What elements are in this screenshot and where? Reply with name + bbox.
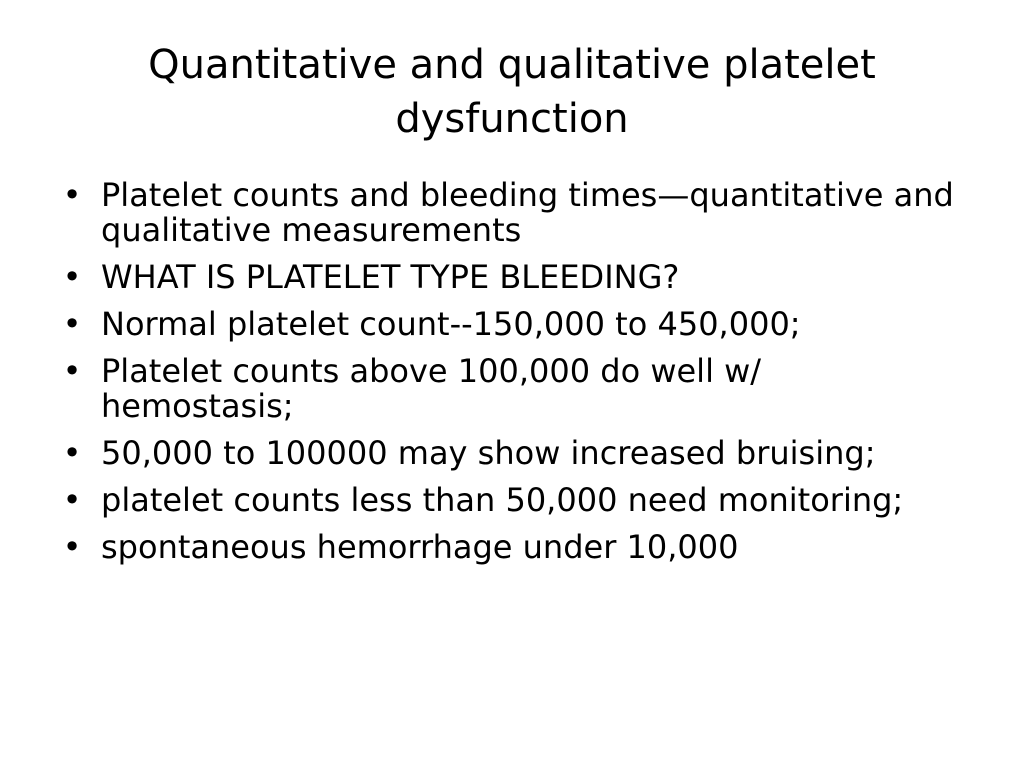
bullet-icon: •: [62, 176, 82, 214]
bullet-text: Normal platelet count--150,000 to 450,000;: [101, 305, 801, 343]
bullet-item: [58, 354, 958, 424]
bullet-icon: •: [62, 258, 82, 296]
bullet-text: spontaneous hemorrhage under 10,000: [101, 528, 739, 566]
bullet-text: Platelet counts above 100,000 do well w/ hemostasis;: [101, 352, 762, 425]
bullet-item: [58, 307, 958, 342]
bullet-text: platelet counts less than 50,000 need monitoring;: [101, 481, 904, 519]
bullet-item: [58, 260, 958, 295]
bullet-icon: •: [62, 352, 82, 390]
bullet-icon: •: [62, 481, 82, 519]
slide-title: Quantitative and qualitative platelet dysfunction: [148, 42, 876, 142]
bullet-item: [58, 436, 958, 471]
bullet-icon: •: [62, 528, 82, 566]
bullet-icon: •: [62, 434, 82, 472]
bullet-text: Platelet counts and bleeding times—quantitative and qualitative measurements: [101, 176, 954, 249]
bullet-item: [58, 483, 958, 518]
bullet-item: [58, 530, 958, 565]
bullet-text: WHAT IS PLATELET TYPE BLEEDING?: [101, 258, 680, 296]
bullet-list: [58, 178, 958, 577]
bullet-icon: •: [62, 305, 82, 343]
bullet-item: [58, 178, 958, 248]
bullet-text: 50,000 to 100000 may show increased bruising;: [101, 434, 876, 472]
